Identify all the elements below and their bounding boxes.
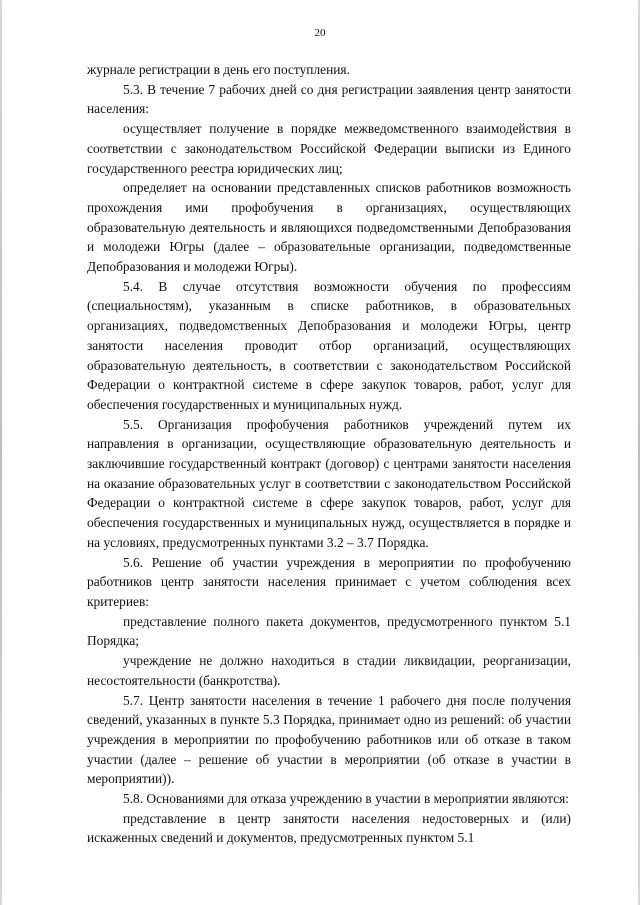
paragraph-5-8: 5.8. Основаниями для отказа учреждению в участии в мероприятии являются:	[123, 791, 569, 807]
paragraph-5-6-item-2: учреждение не должно находиться в стадии ликвидации, реорганизации, несостоятельности (банкротства).	[87, 653, 571, 688]
document-body	[87, 60, 571, 848]
paragraph-5-6-item-1: представление полного пакета документов, предусмотренного пунктом 5.1 Порядка;	[87, 613, 571, 649]
paragraph-5-8-item-1: представление в центр занятости населения недостоверных и (или) искаженных сведений и документов, предусмотренных пунктом 5.1	[87, 810, 571, 846]
paragraph-5-6: 5.6. Решение об участии учреждения в мероприятии по профобучению работников центр занятости населения принимает с учетом соблюдения всех критериев:	[87, 554, 571, 609]
page-number: 20	[314, 27, 326, 39]
paragraph-continuation: журнале регистрации в день его поступления.	[87, 62, 350, 77]
paragraph-5-3-item-1: осуществляет получение в порядке межведомственного взаимодействия в соответствии с законодательством Российской Федерации выписки из Единого государственного реестра юридических лиц;	[87, 121, 571, 176]
paragraph-5-7: 5.7. Центр занятости населения в течение 1 рабочего дня после получения сведений, указанных в пункте 5.3 Порядка, принимает одно из решений: об участии учреждения в мероприятии по профобучению работников или об отказе в таком участии (далее – решение об участии в мероприятии (об отказе в участии в мероприятии)).	[87, 692, 571, 787]
scan-edge-left	[0, 0, 2, 905]
paragraph-5-3-item-2: определяет на основании представленных списков работников возможность прохождения ими профобучения в организациях, осуществляющих образовательную деятельность и являющихся подведомственными Депобразования и молодежи Югры (далее – образовательные организации, подведомственные Депобразования и молодежи Югры).	[87, 180, 571, 275]
paragraph-5-3: 5.3. В течение 7 рабочих дней со дня регистрации заявления центр занятости населения:	[87, 81, 571, 117]
paragraph-5-4: 5.4. В случае отсутствия возможности обучения по профессиям (специальностям), указанным в списке работников, в образовательных организациях, подведомственных Депобразования и молодежи Югры, центр занятости населения проводит отбор организаций, осуществляющих образовательную деятельность, в соответствии с законодательством Российской Федерации о контрактной системе в сфере закупок товаров, работ, услуг для обеспечения государственных и муниципальных нужд.	[87, 278, 571, 412]
paragraph-5-5: 5.5. Организация профобучения работников учреждений путем их направления в организации, осуществляющие образовательную деятельность и заключившие государственный контракт (договор) с центрами занятости населения на оказание образовательных услуг в соответствии с законодательством Российской Федерации о контрактной системе в сфере закупок товаров, работ, услуг для обеспечения государственных и муниципальных нужд, осуществляется в порядке и на условиях, предусмотренных пунктами 3.2 – 3.7 Порядка.	[87, 416, 571, 550]
